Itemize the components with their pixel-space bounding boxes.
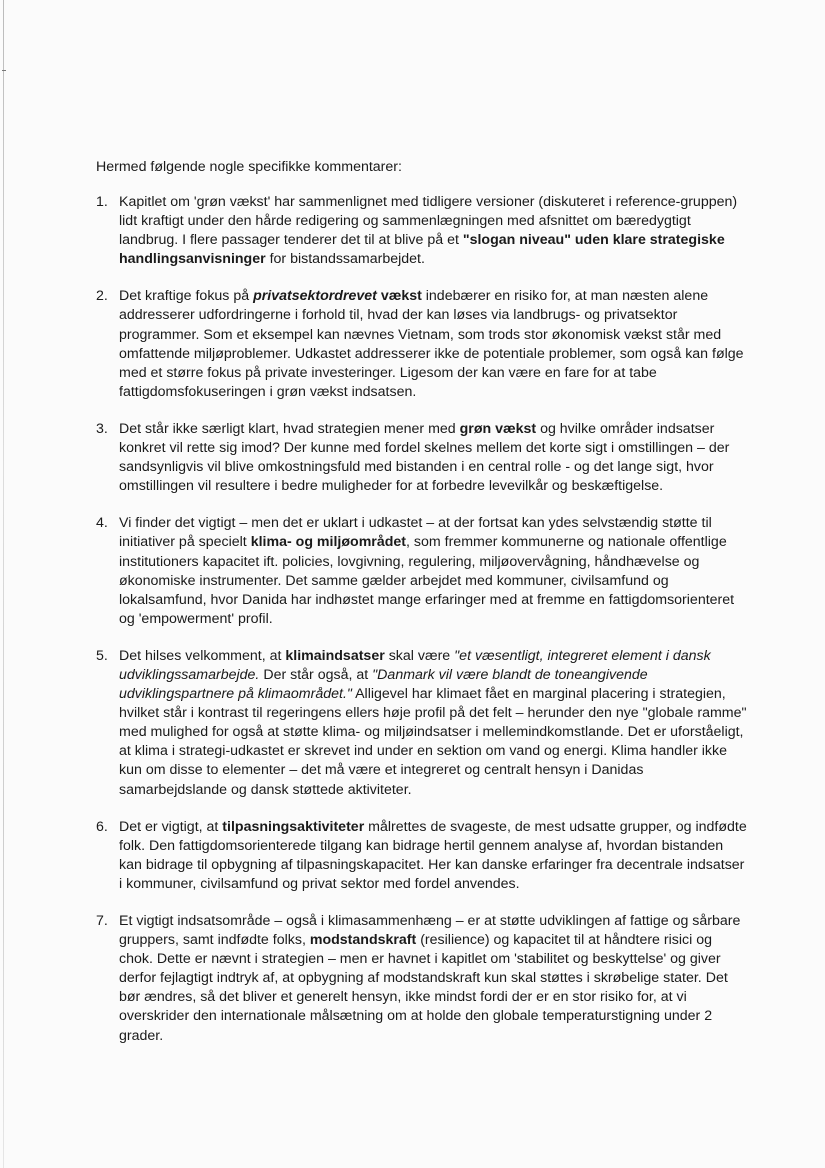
comment-item	[96, 912, 748, 1046]
comment-number: 1.	[96, 194, 108, 210]
comment-number: 7.	[96, 913, 108, 929]
comment-item	[96, 287, 748, 402]
text-segment: og hvilke områder indsatser konkret vil rette sig imod? Der kunne med fordel skelnes mellem det korte sigt i omstillingen – der sandsynligvis vil blive omkostningsfuld med bistanden i en central rolle - og det lange sigt, hvor omstillingen vil resultere i bedre muligheder for at forbedre levevilkår og beskæftigelse.	[119, 420, 730, 495]
text-segment: Vi finder det vigtigt – men det er uklart i udkastet – at der fortsat kan ydes selvstændig støtte til initiativer på specielt	[119, 515, 712, 551]
emphasis-segment: grøn vækst	[459, 420, 537, 437]
comment-number: 6.	[96, 818, 108, 835]
text-segment: Det kraftige fokus på	[119, 288, 254, 305]
intro-text: Hermed følgende nogle specifikke kommentarer:	[96, 159, 402, 175]
comment-number: 3.	[96, 420, 108, 437]
emphasis-segment: modstandskraft	[309, 932, 417, 949]
comment-text	[119, 287, 748, 402]
comment-text	[119, 647, 748, 800]
emphasis-segment: klimaindsatser	[285, 647, 385, 664]
text-segment: Alligevel har klimaet fået en marginal placering i strategien, hvilket står i kontrast til regeringens ellers høje profil på det felt – herunder den nye "globale ramme" med mulighed for også at støtte klima- og miljøindsatser i mellemindkomstlande. Det er uforståeligt, at klima i strategi-udkastet er skrevet ind under en sektion om vand og energi. Klima handler ikke kun om disse to elementer – det må være et integreret og centralt hensyn i Danidas samarbejdslande og dansk støttede aktiviteter.	[119, 686, 747, 798]
comment-item	[96, 647, 748, 800]
scan-edge-line	[3, 0, 4, 1168]
text-segment: (resilience) og kapacitet til at håndtere risici og chok. Dette er nævnt i strategien – men er havnet i kapitlet om 'stabilitet og beskyttelse' og giver derfor fejlagtigt indtryk af, at opbygning af modstandskraft kun skal støttes i skrøbelige stater. Det bør ændres, så det bliver et generelt hensyn, ikke mindst fordi der er en stor risiko for, at vi overskrider den internationale målsætning om at holde den globale temperaturstigning under 2 grader.	[119, 932, 728, 1044]
comment-text	[119, 514, 748, 629]
emphasis-segment: "et væsentligt, integreret element i dansk udviklingssamarbejde.	[119, 647, 711, 683]
text-segment: målrettes de svageste, de mest udsatte grupper, og indfødte folk. Den fattigdomsorienterede tilgang kan bidrage hertil gennem analyse af, hvordan bistanden kan bidrage til opbygning af tilpasningskapacitet. Her kan danske erfaringer fra decentrale indsatser i kommuner, civilsamfund og privat sektor med fordel anvendes.	[119, 818, 747, 892]
comment-list	[96, 193, 748, 1064]
comment-number: 5.	[96, 647, 108, 664]
emphasis-segment: klima- og miljøområdet	[250, 534, 407, 551]
emphasis-segment: tilpasningsaktiviteter	[222, 818, 365, 835]
comment-item	[96, 193, 748, 269]
comment-item	[96, 818, 748, 894]
comment-text	[119, 818, 748, 894]
text-segment: Et vigtigt indsatsområde – også i klimasammenhæng – er at støtte udviklingen af fattige og sårbare gruppers, samt indfødte folks,	[119, 913, 741, 949]
comment-number: 4.	[96, 515, 108, 532]
emphasis-segment: privatsektordrevet	[253, 288, 377, 305]
text-segment: Kapitlet om 'grøn vækst' har sammenlignet med tidligere versioner (diskuteret i reference-gruppen) lidt kraftigt under den hårde redigering og sammenlægningen med afsnittet om bæredygtigt landbrug. I flere passager tenderer det til at blive på et	[119, 194, 738, 249]
emphasis-segment: "slogan niveau" uden klare strategiske handlingsanvisninger	[119, 232, 725, 268]
scan-edge-mark	[2, 70, 6, 71]
comment-item	[96, 420, 748, 496]
text-segment: Det er vigtigt, at	[119, 818, 223, 835]
comment-text	[119, 420, 748, 496]
comment-text	[119, 912, 748, 1046]
text-segment: , som fremmer kommunerne og nationale offentlige institutioners kapacitet ift. policies, lovgivning, regulering, miljøovervågning, håndhævelse og økonomiske instrumenter. Det samme gælder arbejdet med kommuner, civilsamfund og lokalsamfund, hvor Danida har indhøstet mange erfaringer med at fremme en fattigdomsorienteret og 'empowerment' profil.	[119, 534, 735, 627]
emphasis-segment: vækst	[376, 288, 422, 305]
comment-text	[119, 193, 748, 269]
text-segment: Det hilses velkomment, at	[119, 647, 286, 664]
emphasis-segment: "Danmark vil være blandt de toneangivende udviklingspartnere på klimaområdet."	[119, 666, 648, 703]
comment-item	[96, 514, 748, 629]
text-segment: skal være	[384, 647, 455, 664]
text-segment: indebærer en risiko for, at man næsten alene addresserer udfordringerne i forhold til, hvad der kan løses via landbrugs- og privatsektor programmer. Som et eksempel kan nævnes Vietnam, som trods stor økonomisk vækst står med omfattende miljøproblemer. Udkastet addresserer ikke de potentiale problemer, som også kan følge med et større fokus på private investeringer. Ligesom der kan være en fare for at tabe fattigdomsfokuseringen i grøn vækst indsatsen.	[119, 288, 744, 400]
comment-number: 2.	[96, 288, 108, 305]
text-segment: Der står også, at	[259, 666, 373, 683]
text-segment: for bistandssamarbejdet.	[265, 251, 425, 268]
text-segment: Det står ikke særligt klart, hvad strategien mener med	[119, 420, 460, 437]
